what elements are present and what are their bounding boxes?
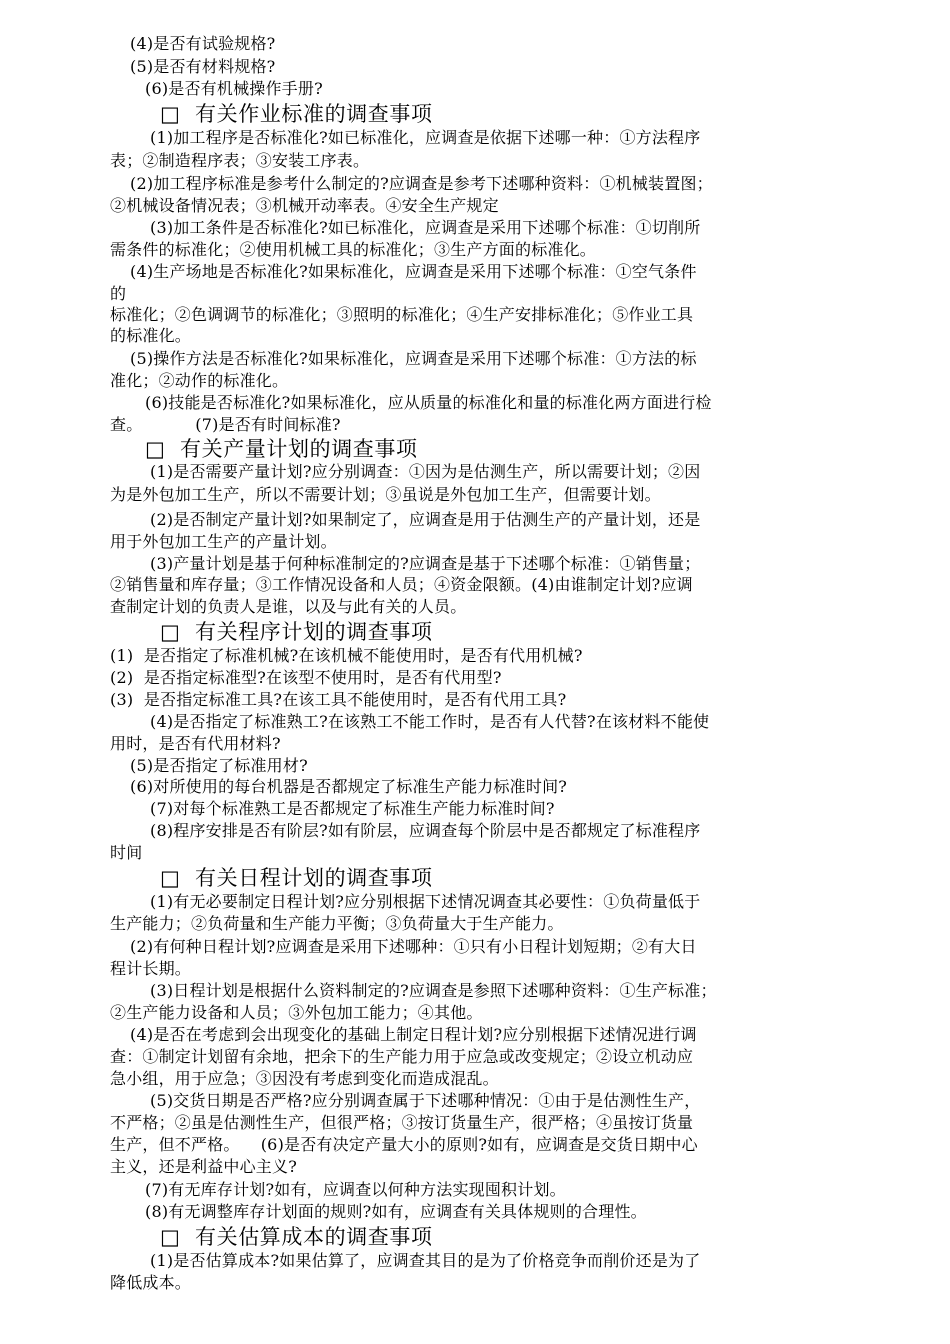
text-line: 需条件的标准化；②使用机械工具的标准化；③生产方面的标准化。 (110, 240, 597, 259)
text-line: 的标准化。 (110, 326, 192, 345)
text-line: (8)程序安排是否有阶层?如有阶层，应调查每个阶层中是否都规定了标准程序 (150, 821, 701, 840)
text-line: (4)生产场地是否标准化?如果标准化，应调查是采用下述哪个标准：①空气条件 (130, 262, 697, 281)
text-line: (3)日程计划是根据什么资料制定的?应调查是参照下述哪种资料：①生产标准； (150, 981, 717, 1000)
text-line: ②生产能力设备和人员；③外包加工能力；④其他。 (110, 1003, 483, 1022)
text-line: (2) 是否指定标准型?在该型不使用时，是否有代用型? (110, 668, 502, 687)
section-heading: □ 有关作业标准的调查事项 (160, 102, 433, 126)
text-line: (4)是否指定了标准熟工?在该熟工不能工作时，是否有人代替?在该材料不能使 (150, 712, 710, 731)
text-line: (7)对每个标准熟工是否都规定了标准生产能力标准时间? (150, 799, 555, 818)
text-line: (3)产量计划是基于何种标准制定的?应调查是基于下述哪个标准：①销售量； (150, 554, 701, 573)
section-heading: □ 有关估算成本的调查事项 (160, 1225, 433, 1249)
text-line: (4)是否有试验规格? (130, 34, 276, 53)
text-line: (5)是否有材料规格? (130, 57, 276, 76)
text-line: (1)加工程序是否标准化?如已标准化，应调查是依据下述哪一种：①方法程序 (150, 128, 701, 147)
text-line: 查制定计划的负责人是谁，以及与此有关的人员。 (110, 597, 467, 616)
section-heading: □ 有关产量计划的调查事项 (145, 437, 418, 461)
text-line: 查：①制定计划留有余地，把余下的生产能力用于应急或改变规定；②设立机动应 (110, 1047, 694, 1066)
text-line: 的 (110, 284, 127, 303)
text-line: (3) 是否指定标准工具?在该工具不能使用时，是否有代用工具? (110, 690, 567, 709)
text-line: (2)加工程序标准是参考什么制定的?应调查是参考下述哪种资料：①机械装置图； (130, 174, 713, 193)
text-line: 降低成本。 (110, 1273, 192, 1292)
text-line: (5)是否指定了标准用材? (130, 756, 308, 775)
text-line: 表；②制造程序表；③安装工序表。 (110, 151, 370, 170)
text-line: (1)是否估算成本?如果估算了，应调查其目的是为了价格竞争而削价还是为了 (150, 1251, 701, 1270)
section-heading: □ 有关日程计划的调查事项 (160, 866, 433, 890)
text-line: (6)对所使用的每台机器是否都规定了标准生产能力标准时间? (130, 777, 568, 796)
text-line: (2)是否制定产量计划?如果制定了，应调查是用于估测生产的产量计划，还是 (150, 510, 701, 529)
text-line: 用于外包加工生产的产量计划。 (110, 532, 337, 551)
text-line: (1)是否需要产量计划?应分别调查：①因为是估测生产，所以需要计划；②因 (150, 462, 701, 481)
text-line: 程计长期。 (110, 959, 192, 978)
text-line: 为是外包加工生产，所以不需要计划；③虽说是外包加工生产，但需要计划。 (110, 485, 661, 504)
text-line: (5)操作方法是否标准化?如果标准化，应调查是采用下述哪个标准：①方法的标 (130, 349, 697, 368)
text-line: 准化；②动作的标准化。 (110, 371, 289, 390)
text-line: (8)有无调整库存计划面的规则?如有，应调查有关具体规则的合理性。 (145, 1202, 647, 1221)
text-line: (1) 是否指定了标准机械?在该机械不能使用时，是否有代用机械? (110, 646, 583, 665)
text-line: (6)是否有机械操作手册? (145, 79, 323, 98)
text-line: 生产能力；②负荷量和生产能力平衡；③负荷量大于生产能力。 (110, 914, 564, 933)
text-line: 主义，还是利益中心主义? (110, 1157, 297, 1176)
text-line: 生产，但不严格。 (6)是否有决定产量大小的原则?如有，应调查是交货日期中心 (110, 1135, 698, 1154)
text-line: 用时，是否有代用材料? (110, 734, 281, 753)
text-line: 标准化；②色调调节的标准化；③照明的标准化；④生产安排标准化；⑤作业工具 (110, 305, 694, 324)
text-line: (7)有无库存计划?如有，应调查以何种方法实现囤积计划。 (145, 1180, 566, 1199)
text-line: (1)有无必要制定日程计划?应分别根据下述情况调查其必要性：①负荷量低于 (150, 892, 701, 911)
text-line: (2)有何种日程计划?应调查是采用下述哪种：①只有小日程计划短期；②有大日 (130, 937, 697, 956)
text-line: 查。 (7)是否有时间标准? (110, 415, 341, 434)
text-line: 急小组，用于应急；③因没有考虑到变化而造成混乱。 (110, 1069, 499, 1088)
text-line: (6)技能是否标准化?如果标准化，应从质量的标准化和量的标准化两方面进行检 (145, 393, 712, 412)
text-line: (3)加工条件是否标准化?如已标准化，应调查是采用下述哪个标准：①切削所 (150, 218, 701, 237)
text-line: (4)是否在考虑到会出现变化的基础上制定日程计划?应分别根据下述情况进行调 (130, 1025, 697, 1044)
text-line: (5)交货日期是否严格?应分别调查属于下述哪种情况：①由于是估测性生产， (150, 1091, 701, 1110)
text-line: 不严格；②虽是估测性生产，但很严格；③按订货量生产，很严格；④虽按订货量 (110, 1113, 694, 1132)
text-line: ②销售量和库存量；③工作情况设备和人员；④资金限额。(4)由谁制定计划?应调 (110, 575, 693, 594)
text-line: 时间 (110, 843, 143, 862)
text-line: ②机械设备情况表；③机械开动率表。④安全生产规定 (110, 196, 499, 215)
section-heading: □ 有关程序计划的调查事项 (160, 620, 433, 644)
